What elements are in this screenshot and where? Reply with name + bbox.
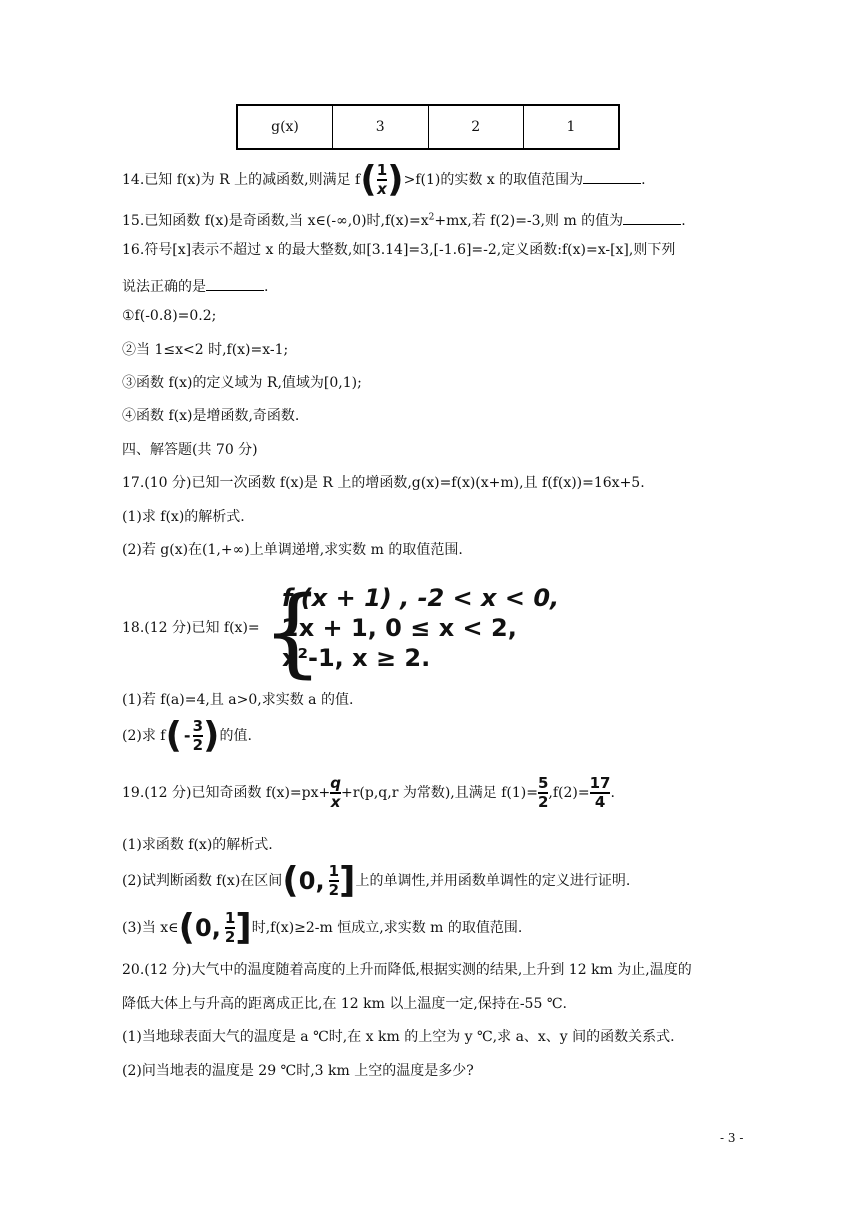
q20-part-1: (1)当地球表面大气的温度是 a ℃时,在 x km 的上空为 y ℃,求 a、x、y 间的函数关系式. <box>122 1029 675 1045</box>
table-label-cell: g(x) <box>237 105 333 149</box>
q17-part-1: (1)求 f(x)的解析式. <box>122 509 245 525</box>
piecewise-case-2: 2x + 1, 0 ≤ x < 2, <box>282 614 517 642</box>
fraction-5-over-2: $\frac{5}{2}$ <box>537 774 549 811</box>
answer-blank <box>623 210 681 225</box>
q18-part-1: (1)若 f(a)=4,且 a>0,求实数 a 的值. <box>122 692 354 708</box>
q16-option-3: ③函数 f(x)的定义域为 R,值域为[0,1); <box>122 375 362 391</box>
q16-option-1: ①f(-0.8)=0.2; <box>122 308 217 324</box>
answer-blank <box>583 169 641 184</box>
question-19: 19.(12 分)已知奇函数 f(x)=px+ $\frac{q}{x}$ +r(p,q,r 为常数),且满足 f(1)= $\frac{5}{2}$ ,f(2)= $\frac{17}{4}$ . <box>122 774 615 811</box>
q18-part-2: (2)求 f( - $\frac{3}{2}$ )的值. <box>122 715 252 756</box>
question-16-line-1: 16.符号[x]表示不超过 x 的最大整数,如[3.14]=3,[-1.6]=-2,定义函数:f(x)=x-[x],则下列 <box>122 242 676 258</box>
question-16-line-2: 说法正确的是 . <box>122 276 268 294</box>
q20-part-2: (2)问当地表的温度是 29 ℃时,3 km 上空的温度是多少? <box>122 1063 474 1079</box>
q19-part-1: (1)求函数 f(x)的解析式. <box>122 837 273 853</box>
interval-left: 0, <box>298 867 325 895</box>
question-15: 15.已知函数 f(x)是奇函数,当 x∈(-∞,0)时$,f(x)=x^2+mx$,若 f(2)=-3,则 m 的值为 . <box>122 210 686 228</box>
q14-text: 14.已知 f(x)为 R 上的减函数,则满足 f <box>122 172 361 188</box>
paren-left: ( <box>360 159 377 200</box>
fraction-1-over-2: $\frac{1}{2}$ <box>328 862 340 899</box>
fraction-1-over-2: $\frac{1}{2}$ <box>224 909 236 946</box>
q19-part-2: (2)试判断函数 f(x)在区间(0, $\frac{1}{2}$ ]上的单调性,并用函数单调性的定义进行证明. <box>122 860 631 901</box>
piecewise-brace: { <box>262 576 324 688</box>
values-table <box>236 104 620 150</box>
question-20-line-1: 20.(12 分)大气中的温度随着高度的上升而降低,根据实测的结果,上升到 12 km 为止,温度的 <box>122 962 692 978</box>
piecewise-case-1: f (x + 1) , -2 < x < 0, <box>282 584 560 612</box>
table-value-cell: 1 <box>524 105 620 149</box>
q14-text-2: >f(1)的实数 x 的取值范围为 <box>403 172 584 188</box>
fraction-neg-3-over-2: - <box>183 726 191 745</box>
fraction-1-over-x: $\frac{1}{x}$ <box>376 161 388 198</box>
section-heading: 四、解答题(共 70 分) <box>122 442 258 458</box>
piecewise-case-3: x²-1, x ≥ 2. <box>282 644 431 672</box>
fraction-17-over-4: $\frac{17}{4}$ <box>589 774 611 811</box>
fraction-q-over-x: $\frac{q}{x}$ <box>330 774 341 811</box>
q19-part-3: (3)当 x∈(0, $\frac{1}{2}$ ]时,f(x)≥2-m 恒成立,求实数 m 的取值范围. <box>122 907 523 948</box>
question-14: 14.已知 f(x)为 R 上的减函数,则满足 f( $\frac{1}{x}$ )>f(1)的实数 x 的取值范围为 . <box>122 159 646 200</box>
question-18: 18.(12 分)已知 f(x)= <box>122 620 260 636</box>
q17-part-2: (2)若 g(x)在(1,+∞)上单调递增,求实数 m 的取值范围. <box>122 542 463 558</box>
answer-blank <box>206 276 264 291</box>
q16-option-2: ②当 1≤x<2 时,f(x)=x-1; <box>122 342 289 358</box>
question-17: 17.(10 分)已知一次函数 f(x)是 R 上的增函数,g(x)=f(x)(x+m),且 f(f(x))=16x+5. <box>122 475 645 491</box>
paren-right: ) <box>387 159 404 200</box>
table-value-cell: 2 <box>428 105 524 149</box>
question-20-line-2: 降低大体上与升高的距离成正比,在 12 km 以上温度一定,保持在-55 ℃. <box>122 996 567 1012</box>
page-number: - 3 - <box>720 1131 744 1145</box>
q16-option-4: ④函数 f(x)是增函数,奇函数. <box>122 408 300 424</box>
table-value-cell: 3 <box>333 105 429 149</box>
